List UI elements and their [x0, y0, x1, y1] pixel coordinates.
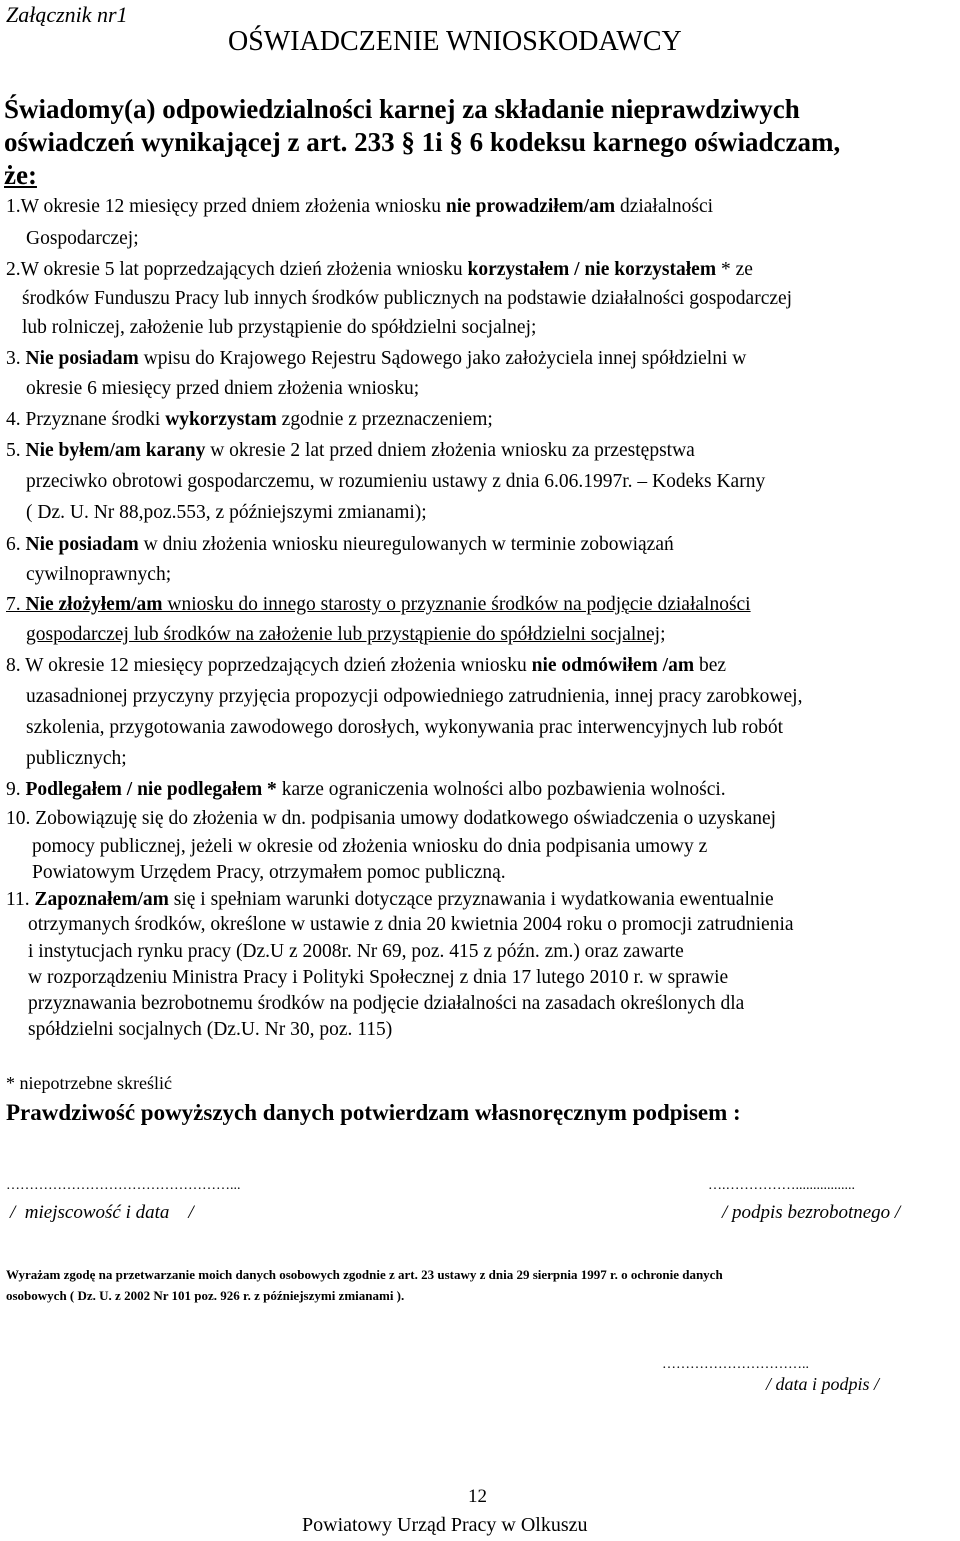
item-10-line-2: pomocy publicznej, jeżeli w okresie od złożenia wniosku do dnia podpisania umowy z: [32, 836, 708, 857]
item-6-line-2: cywilnoprawnych;: [26, 564, 172, 585]
item-1: 1.W okresie 12 miesięcy przed dniem złożenia wniosku nie prowadziłem/am działalności: [6, 196, 714, 217]
item-11-line-3: i instytucjach rynku pracy (Dz.U z 2008r. Nr 69, poz. 415 z późn. zm.) oraz zawarte: [28, 941, 684, 962]
place-date-label: / miejscowość i data /: [10, 1202, 194, 1223]
item-10-line-3: Powiatowym Urzędem Pracy, otrzymałem pomoc publiczną.: [32, 862, 506, 883]
item-6: 6. Nie posiadam w dniu złożenia wniosku nieuregulowanych w terminie zobowiązań: [6, 534, 674, 555]
item-3-line-2: okresie 6 miesięcy przed dniem złożenia wniosku;: [26, 378, 420, 399]
item-9: 9. Podlegałem / nie podlegałem * karze ograniczenia wolności albo pozbawienia wolności.: [6, 779, 726, 800]
footnote: * niepotrzebne skreślić: [6, 1073, 172, 1093]
date-signature-dots: …………………………..: [662, 1357, 809, 1372]
item-4: 4. Przyznane środki wykorzystam zgodnie z przeznaczeniem;: [6, 409, 493, 430]
item-7: 7. Nie złożyłem/am wniosku do innego starosty o przyznanie środków na podjęcie działalności: [6, 594, 751, 615]
page-number: 12: [468, 1486, 487, 1507]
item-11: 11. Zapoznałem/am się i spełniam warunki dotyczące przyznawania i wydatkowania ewentualnie: [6, 889, 774, 910]
annex-label: Załącznik nr1: [6, 2, 128, 27]
consent-line-1: Wyrażam zgodę na przetwarzanie moich danych osobowych zgodnie z art. 23 ustawy z dnia 29 sierpnia 1997 r. o ochronie danych: [6, 1267, 723, 1282]
item-3: 3. Nie posiadam wpisu do Krajowego Rejestru Sądowego jako założyciela innej spółdzielni w: [6, 348, 747, 369]
date-signature-label: / data i podpis /: [766, 1374, 880, 1394]
item-8-line-4: publicznych;: [26, 748, 127, 769]
item-11-line-2: otrzymanych środków, określone w ustawie z dnia 20 kwietnia 2004 roku o promocji zatrudnienia: [28, 914, 794, 935]
footer-office: Powiatowy Urząd Pracy w Olkuszu: [302, 1514, 588, 1536]
item-2: 2.W okresie 5 lat poprzedzających dzień złożenia wniosku korzystałem / nie korzystałem * ze: [6, 259, 753, 280]
item-8-line-3: szkolenia, przygotowania zawodowego dorosłych, wykonywania prac interwencyjnych lub robót: [26, 717, 784, 738]
item-8-line-2: uzasadnionej przyczyny przyjęcia propozycji odpowiedniego zatrudnienia, innej pracy zarobkowej,: [26, 686, 803, 707]
item-7-line-2: gospodarczej lub środków na założenie lub przystąpienie do spółdzielni socjalnej;: [26, 624, 666, 645]
item-1-line-2: Gospodarczej;: [26, 228, 139, 249]
signature-dots: ….…………….................: [708, 1178, 855, 1193]
item-10: 10. Zobowiązuję się do złożenia w dn. podpisania umowy dodatkowego oświadczenia o uzyskanej: [6, 808, 777, 829]
item-8: 8. W okresie 12 miesięcy poprzedzających dzień złożenia wniosku nie odmówiłem /am bez: [6, 655, 727, 676]
item-11-line-5: przyznawania bezrobotnemu środków na podjęcie działalności na zasadach określonych dla: [28, 993, 745, 1014]
item-2-line-3: lub rolniczej, założenie lub przystąpienie do spółdzielni socjalnej;: [22, 317, 537, 338]
item-11-line-6: spółdzielni socjalnych (Dz.U. Nr 30, poz. 115): [28, 1019, 393, 1040]
page-title: OŚWIADCZENIE WNIOSKODAWCY: [228, 26, 682, 57]
signature-label: / podpis bezrobotnego /: [722, 1202, 901, 1223]
confirm-statement: Prawdziwość powyższych danych potwierdzam własnoręcznym podpisem :: [6, 1100, 741, 1125]
consent-line-2: osobowych ( Dz. U. z 2002 Nr 101 poz. 926 r. z późniejszymi zmianami ).: [6, 1288, 405, 1303]
intro-line-3: że:: [4, 160, 37, 190]
intro-line-2: oświadczeń wynikającej z art. 233 § 1i § 6 kodeksu karnego oświadczam,: [4, 127, 841, 157]
item-5: 5. Nie byłem/am karany w okresie 2 lat przed dniem złożenia wniosku za przestępstwa: [6, 440, 695, 461]
item-11-line-4: w rozporządzeniu Ministra Pracy i Polityki Społecznej z dnia 17 lutego 2010 r. w sprawie: [28, 967, 729, 988]
intro-line-1: Świadomy(a) odpowiedzialności karnej za składanie nieprawdziwych: [4, 94, 800, 124]
item-2-line-2: środków Funduszu Pracy lub innych środków publicznych na podstawie działalności gospodarczej: [22, 288, 793, 309]
item-5-line-2: przeciwko obrotowi gospodarczemu, w rozumieniu ustawy z dnia 6.06.1997r. – Kodeks Karny: [26, 471, 766, 492]
item-5-line-3: ( Dz. U. Nr 88,poz.553, z późniejszymi zmianami);: [26, 502, 427, 523]
place-date-dots: …………………………………………...: [6, 1178, 241, 1193]
